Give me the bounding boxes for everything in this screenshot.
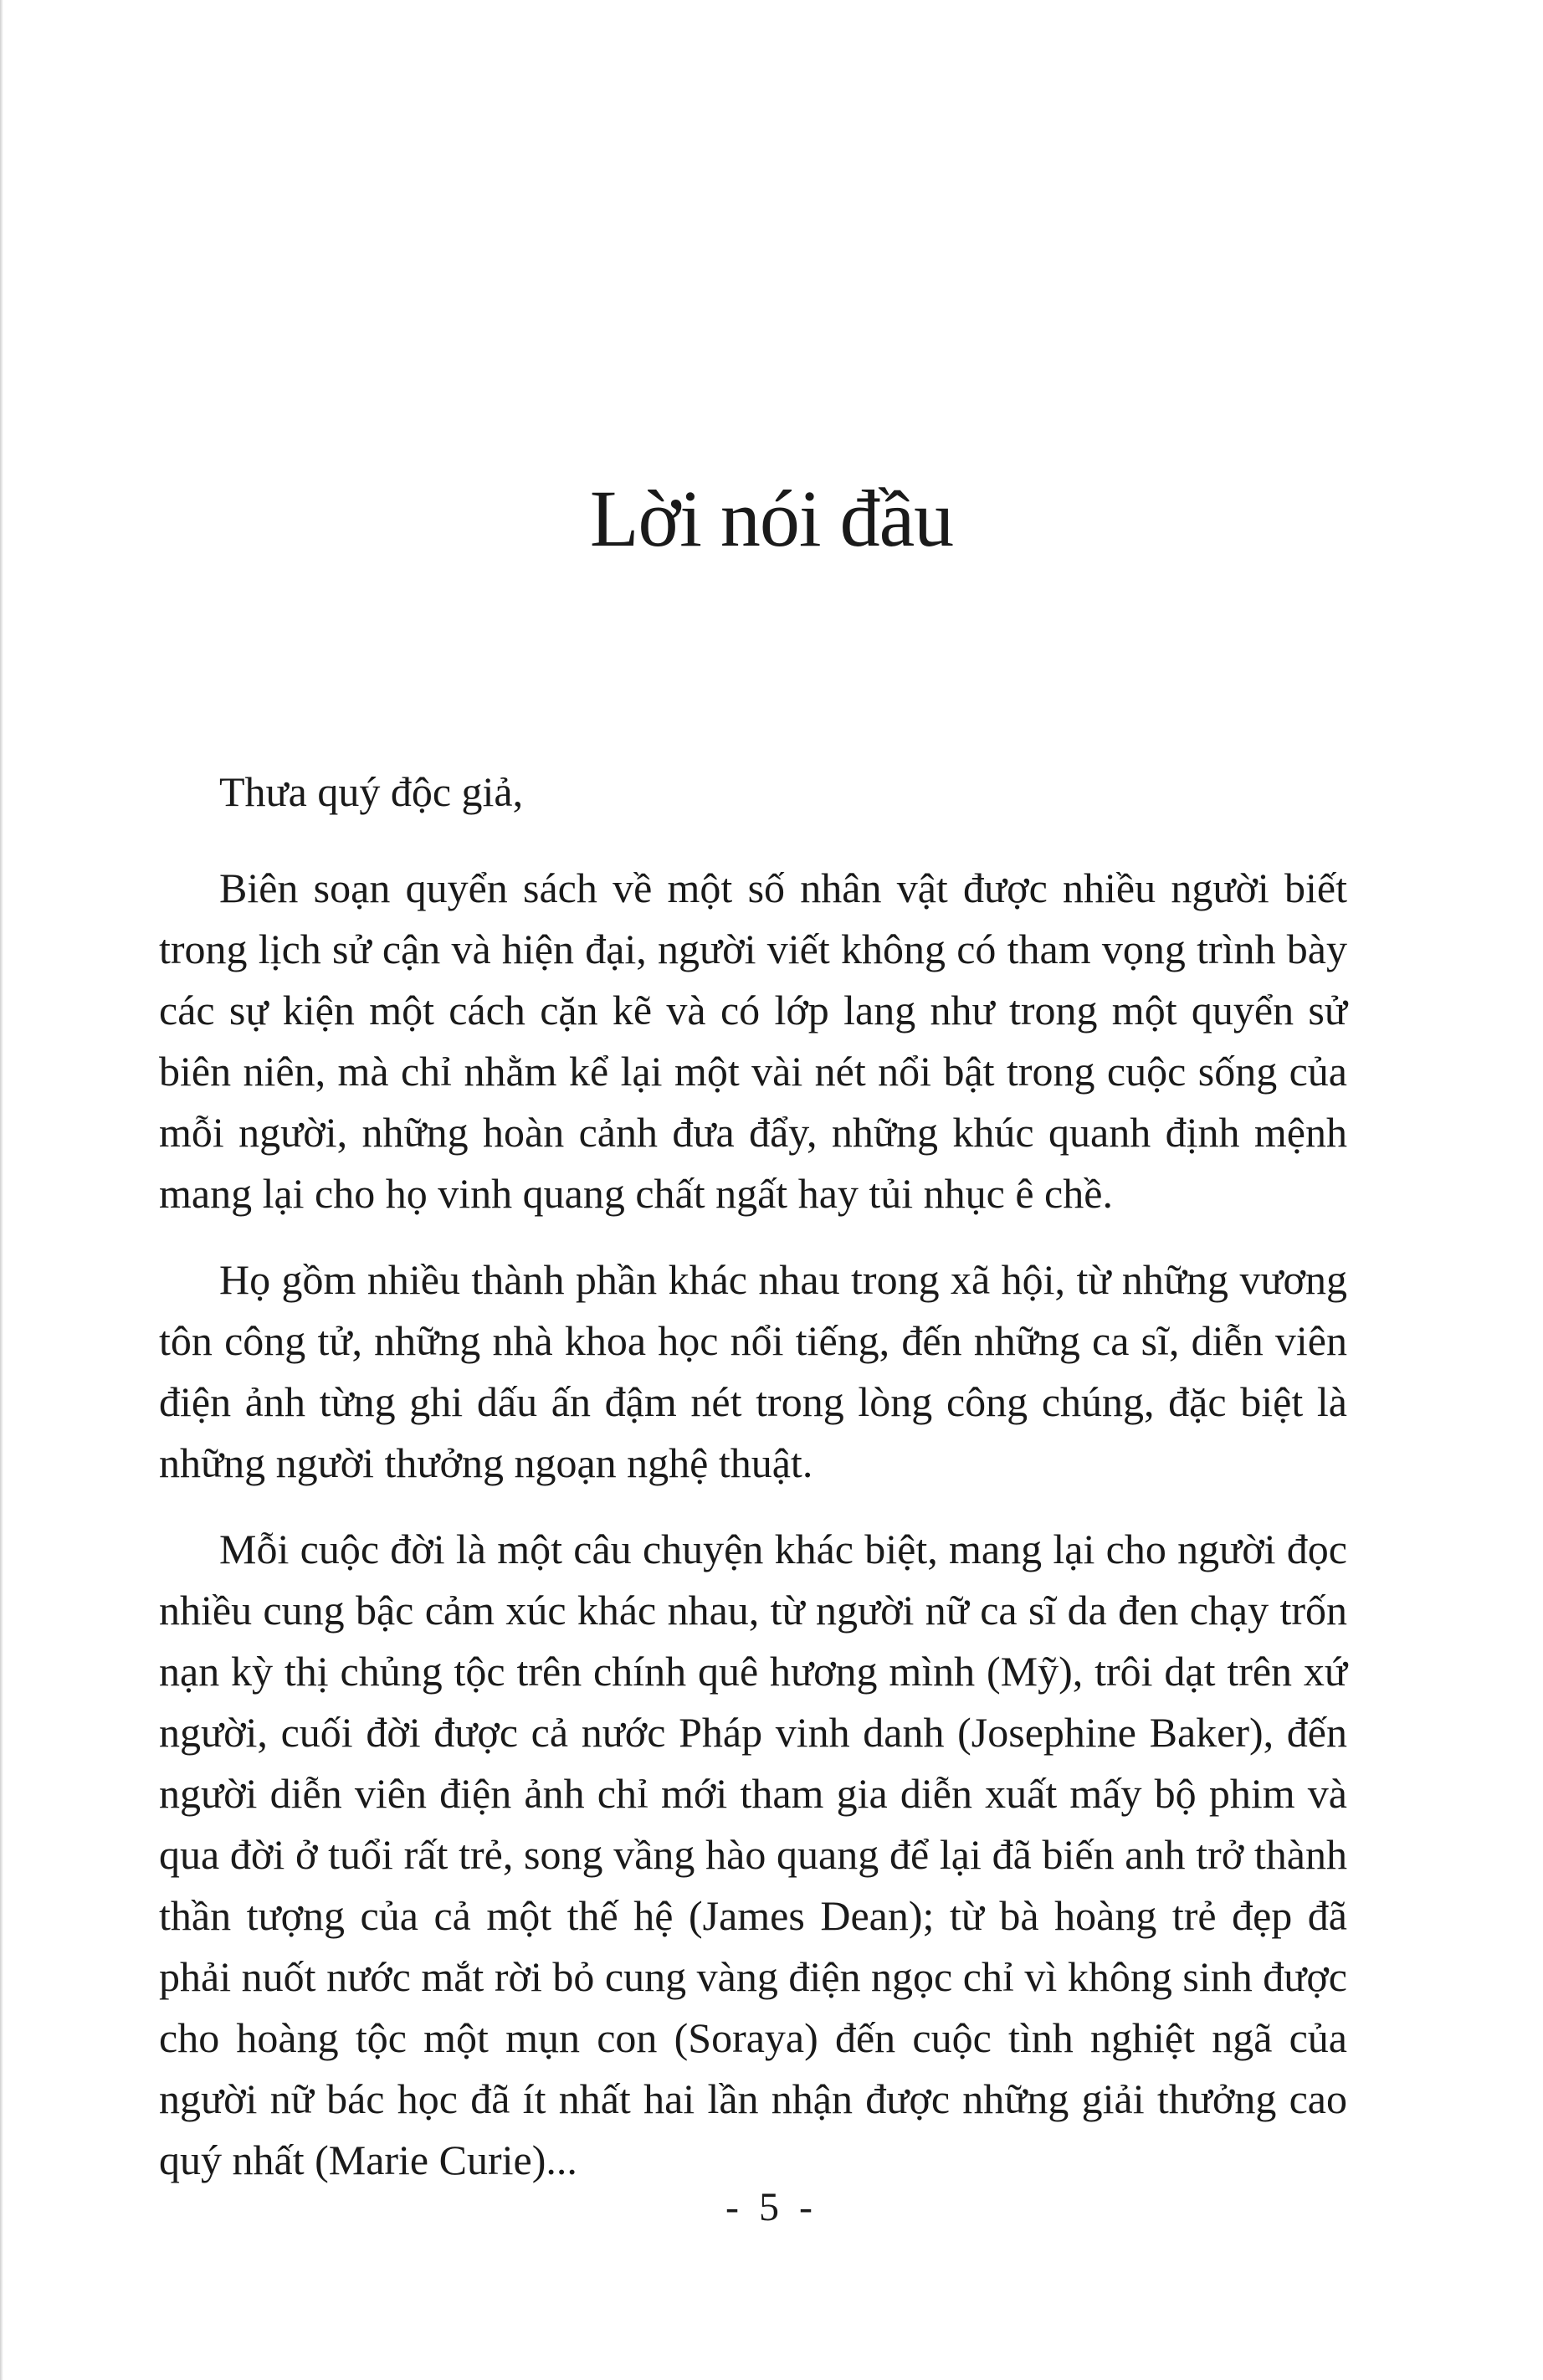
page-title: Lời nói đầu: [589, 474, 954, 563]
page-binding-edge: [0, 0, 3, 2380]
paragraph-3: Mỗi cuộc đời là một câu chuyện khác biệt, mang lại cho người đọc nhiều cung bậc cảm xúc khác nhau, từ người nữ ca sĩ da đen chạy trốn nạn kỳ thị chủng tộc trên chính quê hương mình (Mỹ), trôi dạt trên xứ người, cuối đời được cả nước Pháp vinh danh (Josephine Baker), đến người diễn viên điện ảnh chỉ mới tham gia diễn xuất mấy bộ phim và qua đời ở tuổi rất trẻ, song vầng hào quang để lại đã biến anh trở thành thần tượng của cả một thế hệ (James Dean); từ bà hoàng trẻ đẹp đã phải nuốt nước mắt rời bỏ cung vàng điện ngọc chỉ vì không sinh được cho hoàng tộc một mụn con (Soraya) đến cuộc tình nghiệt ngã của người nữ bác học đã ít nhất hai lần nhận được những giải thưởng cao quý nhất (Marie Curie)...: [159, 1526, 1347, 2183]
body-text: [159, 762, 1347, 2191]
paragraph-2: Họ gồm nhiều thành phần khác nhau trong xã hội, từ những vương tôn công tử, những nhà khoa học nổi tiếng, đến những ca sĩ, diễn viên điện ảnh từng ghi dấu ấn đậm nét trong lòng công chúng, đặc biệt là những người thưởng ngoạn nghệ thuật.: [159, 1256, 1347, 1486]
paragraph-1: Biên soạn quyển sách về một số nhân vật được nhiều người biết trong lịch sử cận và hiện đại, người viết không có tham vọng trình bày các sự kiện một cách cặn kẽ và có lớp lang như trong một quyển sử biên niên, mà chỉ nhằm kể lại một vài nét nổi bật trong cuộc sống của mỗi người, những hoàn cảnh đưa đẩy, những khúc quanh định mệnh mang lại cho họ vinh quang chất ngất hay tủi nhục ê chề.: [159, 864, 1347, 1217]
page-number: - 5 -: [725, 2185, 818, 2229]
salutation: Thưa quý độc giả,: [219, 768, 524, 815]
